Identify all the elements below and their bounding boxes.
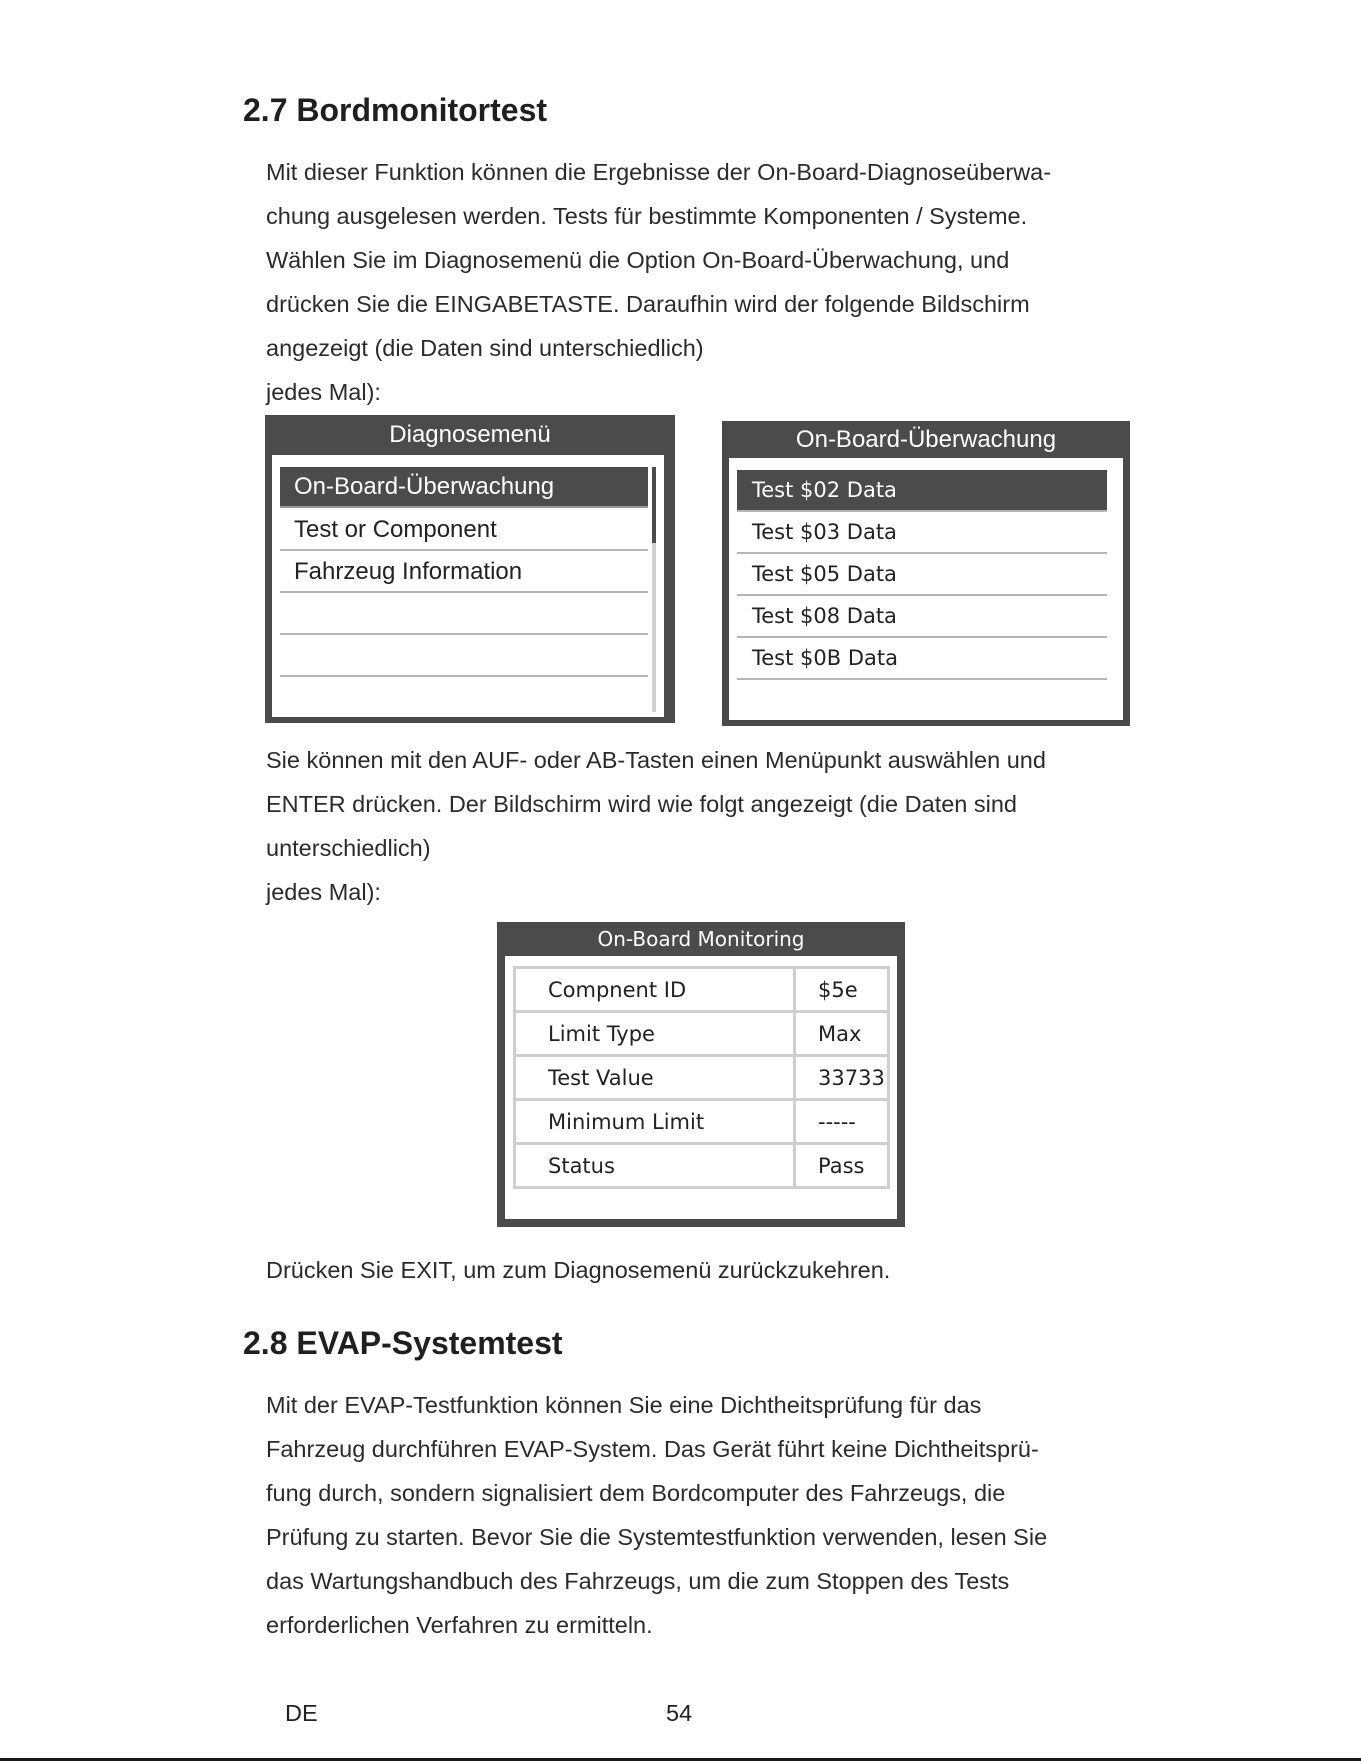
test-item[interactable]: Test $08 Data (737, 596, 1107, 638)
scrollbar-thumb[interactable] (652, 467, 656, 543)
text-line: Mit der EVAP-Testfunktion können Sie eine Dichtheitsprüfung für das (266, 1392, 982, 1418)
row-label: Minimum Limit (515, 1100, 795, 1144)
text-line: Mit dieser Funktion können die Ergebnisse der On-Board-Diagnoseüberwa- (266, 159, 1052, 185)
test-item[interactable]: Test $02 Data (737, 470, 1107, 512)
row-label: Compnent ID (515, 968, 795, 1012)
table-row (515, 1012, 889, 1056)
test-item[interactable]: Test $05 Data (737, 554, 1107, 596)
text-line: jedes Mal): (266, 879, 381, 905)
text-line: Wählen Sie im Diagnosemenü die Option On-Board-Überwachung, und (266, 247, 1010, 273)
text-line: Sie können mit den AUF- oder AB-Tasten einen Menüpunkt auswählen und (266, 747, 1046, 773)
table-row (515, 1100, 889, 1144)
text-line: unterschiedlich) (266, 835, 431, 861)
text-line: Fahrzeug durchführen EVAP-System. Das Gerät führt keine Dichtheitsprü- (266, 1436, 1039, 1462)
menu-item-empty (280, 594, 648, 635)
scrollbar[interactable] (652, 467, 656, 712)
screen-title: Diagnosemenü (389, 421, 551, 448)
evap-paragraph (266, 1383, 1146, 1647)
menu-item-onboard-monitoring[interactable]: On-Board-Überwachung (280, 467, 648, 508)
text-line: angezeigt (die Daten sind unterschiedlich) (266, 335, 704, 361)
text-line: das Wartungshandbuch des Fahrzeugs, um die zum Stoppen des Tests (266, 1568, 1010, 1594)
table-row (515, 1056, 889, 1100)
result-panel (505, 956, 897, 1219)
row-label: Limit Type (515, 1012, 795, 1056)
intro-paragraph (266, 150, 1146, 414)
footer-language: DE (285, 1700, 318, 1726)
text-line: erforderlichen Verfahren zu ermitteln. (266, 1612, 653, 1638)
row-label: Test Value (515, 1056, 795, 1100)
instruction-paragraph (266, 738, 1146, 914)
table-row (515, 1144, 889, 1188)
test-item[interactable]: Test $0B Data (737, 638, 1107, 680)
screen-title: On-Board-Überwachung (795, 426, 1057, 453)
text-line: fung durch, sondern signalisiert dem Bordcomputer des Fahrzeugs, die (266, 1480, 1006, 1506)
test-list (729, 458, 1123, 720)
menu-list (272, 455, 664, 717)
diagnose-menu-screen (265, 415, 675, 723)
section-heading-evap: 2.8 EVAP-Systemtest (243, 1325, 563, 1361)
menu-item-empty (280, 636, 648, 677)
menu-item-vehicle-information[interactable]: Fahrzeug Information (280, 552, 648, 593)
text-line: chung ausgelesen werden. Tests für bestimmte Komponenten / Systeme. (266, 203, 1028, 229)
section-heading-bordmonitortest: 2.7 Bordmonitortest (243, 92, 548, 128)
table-row (515, 968, 889, 1012)
onboard-monitoring-screen (722, 421, 1130, 726)
text-line: drücken Sie die EINGABETASTE. Daraufhin wird der folgende Bildschirm (266, 291, 1030, 317)
row-value: ----- (795, 1100, 889, 1144)
test-item[interactable]: Test $03 Data (737, 512, 1107, 554)
text-line: ENTER drücken. Der Bildschirm wird wie folgt angezeigt (die Daten sind (266, 791, 1018, 817)
text-line: Prüfung zu starten. Bevor Sie die Systemtestfunktion verwenden, lesen Sie (266, 1524, 1048, 1550)
row-value: 33733 (795, 1056, 889, 1100)
exit-instruction (266, 1248, 1146, 1292)
page-number: 54 (666, 1700, 693, 1726)
monitoring-result-screen (497, 922, 905, 1227)
text-line: Drücken Sie EXIT, um zum Diagnosemenü zurückzukehren. (266, 1257, 891, 1283)
text-line: jedes Mal): (266, 379, 381, 405)
screen-title: On-Board Monitoring (597, 927, 805, 951)
menu-item-test-component[interactable]: Test or Component (280, 510, 648, 551)
row-value: $5e (795, 968, 889, 1012)
result-table (513, 966, 890, 1189)
row-label: Status (515, 1144, 795, 1188)
row-value: Max (795, 1012, 889, 1056)
row-value: Pass (795, 1144, 889, 1188)
